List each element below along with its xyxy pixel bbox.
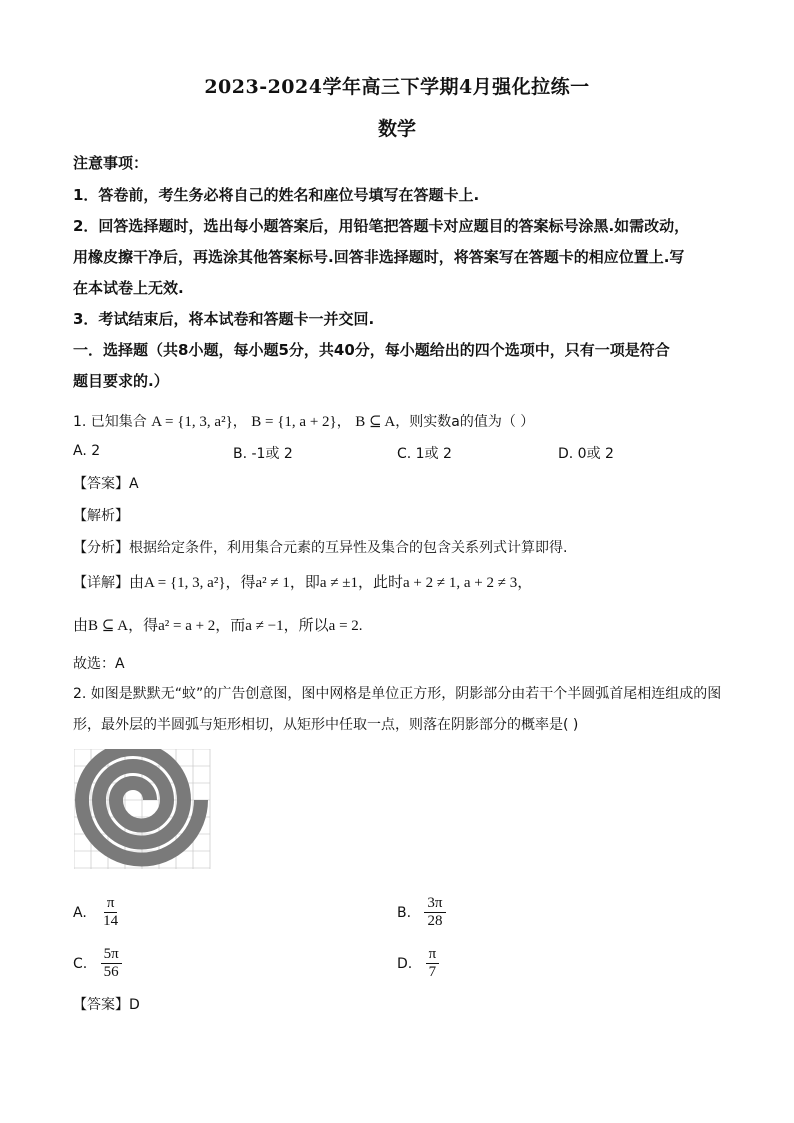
q2-option-a-denominator: 14 — [103, 913, 119, 930]
section-heading-line-2: 题目要求的.） — [73, 372, 169, 390]
q1-detail-label: 【详解】 — [73, 575, 129, 591]
q1-answer-line — [73, 473, 139, 493]
q2-stem-line-1: 2. 如图是默默无“蚊”的广告创意图，图中网格是单位正方形，阴影部分由若干个半圆弧首尾相连组成的图 — [73, 686, 722, 702]
q1-stem: 1. 已知集合 A = {1, 3, a²}， B = {1, a + 2}， B ⊆ A，则实数a的值为（ ） — [73, 414, 535, 430]
q2-option-c-denominator: 56 — [103, 964, 119, 981]
q1-fenxi-label: 【分析】 — [73, 540, 129, 556]
q2-option-c — [73, 946, 122, 982]
q1-prefix: 1. 已知集合 — [73, 414, 147, 430]
q1-fenxi-text: 根据给定条件，利用集合元素的互异性及集合的包含关系列式计算即得. — [129, 540, 568, 556]
q1-option-a: A. 2 — [73, 443, 101, 459]
q1-analysis-label: 【解析】 — [73, 508, 129, 524]
shaded-spiral — [82, 749, 201, 860]
q1-fenxi-line — [73, 537, 567, 557]
q2-option-a-numerator: π — [104, 895, 118, 913]
q2-option-d-fraction — [426, 946, 440, 982]
q1-option-c: C. 1或 2 — [397, 446, 452, 462]
q1-conclusion: 故选：A — [73, 656, 125, 672]
q2-stem-line-2: 形，最外层的半圆弧与矩形相切，从矩形中任取一点，则落在阴影部分的概率是( ) — [73, 717, 579, 733]
q1-detail-text-1: 由A = {1, 3, a²}，得a² ≠ 1，即a ≠ ±1，此时a + 2 ≠ 1, a + 2 ≠ 3， — [129, 575, 533, 591]
q2-answer-line — [73, 994, 140, 1014]
section-heading-line-1: 一．选择题（共8小题，每小题5分，共40分，每小题给出的四个选项中，只有一项是符合 — [73, 341, 670, 359]
q2-option-d-numerator: π — [426, 946, 440, 964]
q2-option-b-numerator: 3π — [424, 895, 445, 913]
q2-option-b — [397, 895, 446, 931]
q2-option-a-fraction — [100, 895, 121, 931]
q2-option-c-fraction — [101, 946, 122, 982]
q2-answer-label: 【答案】 — [73, 997, 129, 1013]
q2-option-b-fraction — [424, 895, 445, 931]
q2-option-d-label: D. — [397, 955, 413, 972]
q1-option-b: B. -1或 2 — [233, 446, 293, 462]
q1-detail-line-1 — [73, 571, 532, 592]
note-item-2-line-3: 在本试卷上无效. — [73, 279, 184, 297]
notes-heading: 注意事项： — [73, 154, 149, 172]
q2-answer: D — [129, 997, 140, 1013]
q2-option-c-label: C. — [73, 955, 88, 972]
q1-suffix: ，则实数a的值为（ ） — [395, 414, 535, 430]
note-item-1: 1．答卷前，考生务必将自己的姓名和座位号填写在答题卡上. — [73, 186, 480, 204]
spiral-figure — [74, 749, 212, 870]
note-item-3: 3．考试结束后，将本试卷和答题卡一并交回. — [73, 310, 375, 328]
q1-option-d: D. 0或 2 — [558, 446, 614, 462]
q1-set-a: A = {1, 3, a²} — [151, 414, 233, 430]
exam-title: 2023-2024学年高三下学期4月强化拉练一 — [204, 76, 590, 98]
subject-title: 数学 — [377, 118, 416, 140]
q2-option-d — [397, 946, 439, 982]
q2-option-a-label: A. — [73, 904, 87, 921]
q1-relation: B ⊆ A — [355, 414, 396, 430]
q2-option-b-denominator: 28 — [427, 913, 443, 930]
q1-answer: A — [129, 476, 139, 492]
q2-option-d-denominator: 7 — [428, 964, 437, 981]
q2-option-b-label: B. — [397, 904, 412, 921]
note-item-2-line-1: 2．回答选择题时，选出每小题答案后，用铅笔把答题卡对应题目的答案标号涂黑.如需改动， — [73, 217, 690, 235]
q1-set-b: B = {1, a + 2} — [251, 414, 337, 430]
note-item-2-line-2: 用橡皮擦干净后，再选涂其他答案标号.回答非选择题时，将答案写在答题卡的相应位置上.写 — [73, 248, 685, 266]
q1-answer-label: 【答案】 — [73, 476, 129, 492]
q2-option-c-numerator: 5π — [101, 946, 122, 964]
q2-option-a — [73, 895, 121, 931]
q1-detail-line-2: 由B ⊆ A，得a² = a + 2，而a ≠ −1，所以a = 2. — [73, 618, 363, 634]
